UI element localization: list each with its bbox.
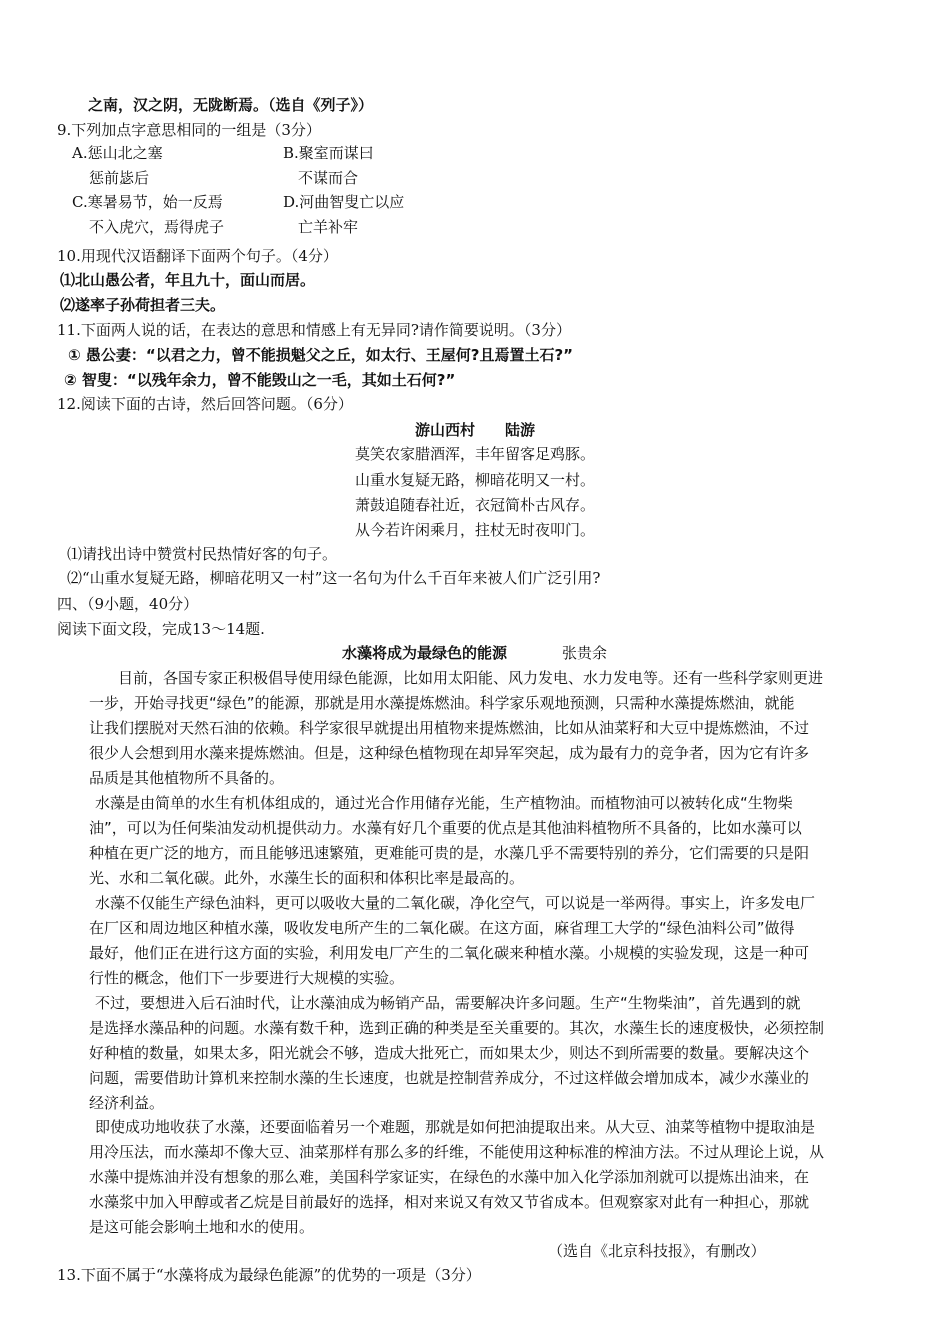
article-line: 用冷压法，而水藻却不像大豆、油菜那样有那么多的纤维，不能使用这种标准的榨油方法。不过从理论上说，从 [89, 1143, 825, 1161]
article-line: 光、水和二氧化碳。此外，水藻生长的面积和体积比率是最高的。 [89, 869, 525, 887]
article-line: 种植在更广泛的地方，而且能够迅速繁殖，更难能可贵的是，水藻几乎不需要特别的养分，它们需要的只是阳 [89, 844, 810, 862]
question-9-stem: 9.下列加点字意思相同的一组是（3分） [57, 121, 321, 139]
option-d-line2: 亡羊补牢 [298, 218, 359, 236]
article-line: 好种植的数量，如果太多，阳光就会不够，造成大批死亡，而如果太少，则达不到所需要的数量。要解决这个 [89, 1044, 810, 1062]
article-line: 行性的概念，他们下一步要进行大规模的实验。 [89, 969, 405, 987]
article-line: 品质是其他植物所不具备的。 [89, 769, 285, 787]
question-10-sentence-1: ⑴北山愚公者，年且九十，面山而居。 [60, 271, 316, 289]
question-11-quote-2: ② 智叟：“以残年余力，曾不能毁山之一毛，其如土石何?” [64, 371, 456, 389]
question-10-sentence-2: ⑵遂率子孙荷担者三夫。 [60, 296, 226, 314]
article-line: 水藻是由简单的水生有机体组成的，通过光合作用储存光能，生产植物油。而植物油可以被转化成“生物柴 [95, 794, 793, 812]
question-12-sub-1: ⑴请找出诗中赞赏村民热情好客的句子。 [67, 545, 338, 563]
article-line: 一步，开始寻找更“绿色”的能源，那就是用水藻提炼燃油。科学家乐观地预测，只需种水藻提炼燃油，就能 [89, 694, 795, 712]
article-line: 最好，他们正在进行这方面的实验，利用发电厂产生的二氧化碳来种植水藻。小规模的实验发现，这是一种可 [89, 944, 810, 962]
question-10-stem: 10.用现代汉语翻译下面两个句子。（4分） [57, 247, 338, 265]
question-11-stem: 11.下面两人说的话，在表达的意思和情感上有无异同?请作简要说明。（3分） [57, 321, 571, 339]
article-line: 水藻中提炼油并没有想象的那么难，美国科学家证实，在绿色的水藻中加入化学添加剂就可以提炼出油来，在 [89, 1168, 810, 1186]
article-line: 在厂区和周边地区种植水藻，吸收发电所产生的二氧化碳。在这方面，麻省理工大学的“绿色油料公司”做得 [89, 919, 795, 937]
poem-line-3: 萧鼓追随春社近，衣冠简朴古风存。 [354, 496, 595, 514]
article-line: 很少人会想到用水藻来提炼燃油。但是，这种绿色植物现在却异军突起，成为最有力的竞争者，因为它有许多 [89, 744, 810, 762]
option-a-line1: A.惩山北之塞 [72, 144, 163, 162]
passage-ending-line: 之南，汉之阴，无陇断焉。（选自《列子》） [88, 96, 374, 114]
article-author: 张贵余 [562, 644, 608, 662]
poem-title: 游山西村 陆游 [414, 421, 535, 439]
option-c-line2: 不入虎穴，焉得虎子 [89, 218, 225, 236]
article-line: 油”，可以为任何柴油发动机提供动力。水藻有好几个重要的优点是其他油料植物所不具备的，比如水藻可以 [89, 819, 802, 837]
question-13-stem: 13.下面不属于“水藻将成为最绿色能源”的优势的一项是（3分） [57, 1266, 481, 1284]
article-line: 不过，要想进入后石油时代，让水藻油成为畅销产品，需要解决许多问题。生产“生物柴油”，首先遇到的就 [95, 994, 801, 1012]
article-line: 是选择水藻品种的问题。水藻有数千种，选到正确的种类是至关重要的。其次，水藻生长的速度极快，必须控制 [89, 1019, 825, 1037]
article-line: 水藻浆中加入甲醇或者乙烷是目前最好的选择，相对来说又有效又节省成本。但观察家对此有一种担心，那就 [89, 1193, 810, 1211]
section-4-intro: 阅读下面文段，完成13～14题. [57, 620, 265, 638]
article-line: 目前，各国专家正积极倡导使用绿色能源，比如用太阳能、风力发电、水力发电等。还有一些科学家则更进 [118, 669, 824, 687]
question-11-quote-1: ① 愚公妻：“以君之力，曾不能损魁父之丘，如太行、王屋何?且焉置土石?” [68, 346, 574, 364]
option-b-line1: B.聚室而谋曰 [283, 144, 374, 162]
article-title: 水藻将成为最绿色的能源 [342, 644, 508, 662]
option-b-line2: 不谋而合 [298, 169, 359, 187]
option-c-line1: C.寒暑易节，始一反焉 [72, 193, 223, 211]
article-source: （选自《北京科技报》，有删改） [548, 1242, 766, 1260]
section-4-heading: 四、（9小题，40分） [57, 595, 199, 613]
article-line: 让我们摆脱对天然石油的依赖。科学家很早就提出用植物来提炼燃油，比如从油菜籽和大豆中提炼燃油，不过 [89, 719, 810, 737]
article-line: 经济利益。 [89, 1094, 165, 1112]
article-line: 是这可能会影响土地和水的使用。 [89, 1218, 315, 1236]
question-12-stem: 12.阅读下面的古诗，然后回答问题。（6分） [57, 395, 353, 413]
article-line: 即使成功地收获了水藻，还要面临着另一个难题，那就是如何把油提取出来。从大豆、油菜等植物中提取油是 [95, 1118, 816, 1136]
poem-line-2: 山重水复疑无路，柳暗花明又一村。 [354, 471, 595, 489]
option-d-line1: D.河曲智叟亡以应 [283, 193, 405, 211]
poem-line-4: 从今若许闲乘月，拄杖无时夜叩门。 [354, 521, 595, 539]
question-12-sub-2: ⑵“山重水复疑无路，柳暗花明又一村”这一名句为什么千百年来被人们广泛引用? [67, 569, 601, 587]
article-line: 水藻不仅能生产绿色油料，更可以吸收大量的二氧化碳，净化空气，可以说是一举两得。事实上，许多发电厂 [95, 894, 816, 912]
article-line: 问题，需要借助计算机来控制水藻的生长速度，也就是控制营养成分，不过这样做会增加成本，减少水藻业的 [89, 1069, 810, 1087]
poem-line-1: 莫笑农家腊酒浑，丰年留客足鸡豚。 [354, 445, 595, 463]
option-a-line2: 惩前毖后 [89, 169, 150, 187]
